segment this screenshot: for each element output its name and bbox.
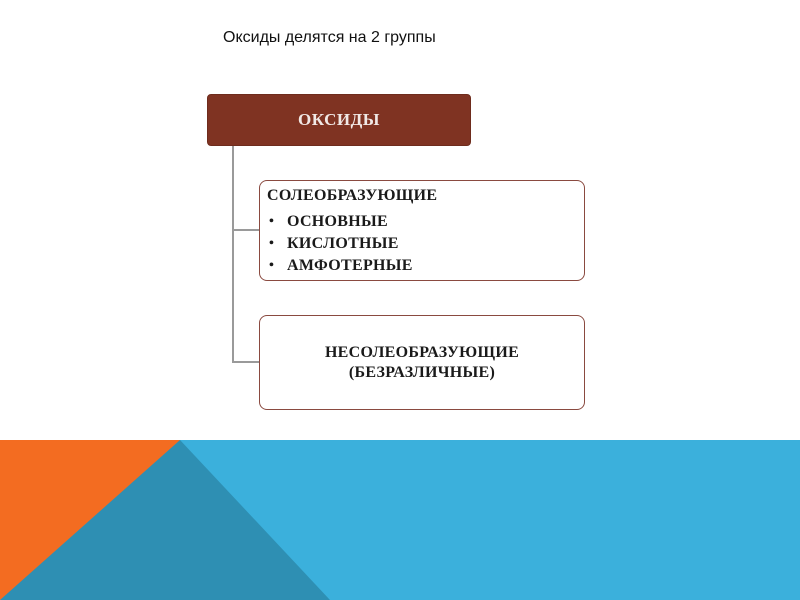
group-subtitle-indifferent: (БЕЗРАЗЛИЧНЫЕ): [348, 363, 496, 381]
group-title-non-salt-forming: НЕСОЛЕОБРАЗУЮЩИЕ: [324, 343, 520, 361]
list-item-label: АМФОТЕРНЫЕ: [287, 257, 413, 274]
bullet-icon: •: [269, 214, 275, 229]
list-item-label: КИСЛОТНЫЕ: [287, 235, 399, 252]
slide-heading: Оксиды делятся на 2 группы: [223, 29, 436, 46]
bullet-icon: •: [269, 258, 275, 273]
root-node-oxides: ОКСИДЫ: [207, 94, 471, 146]
bullet-icon: •: [269, 236, 275, 251]
list-item-label: ОСНОВНЫЕ: [287, 213, 388, 230]
group-title-salt-forming: СОЛЕОБРАЗУЮЩИЕ: [267, 187, 438, 204]
